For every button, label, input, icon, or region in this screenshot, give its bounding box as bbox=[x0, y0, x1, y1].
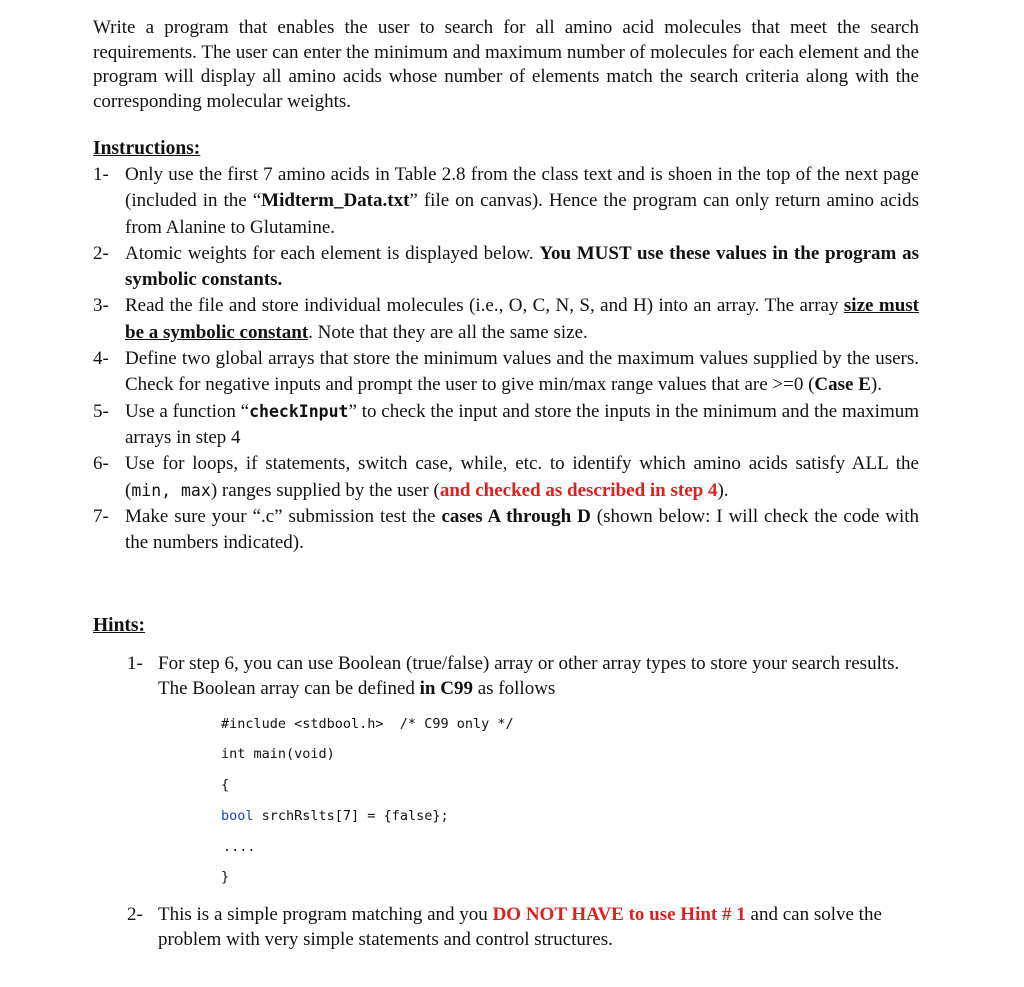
hint-item: 1- For step 6, you can use Boolean (true/false) array or other array types to store your search results. The Boolean array can be defined in C99 as follows bbox=[127, 653, 900, 699]
code-line-main: int main(void) bbox=[221, 746, 335, 762]
code-keyword-bool: bool bbox=[221, 808, 254, 824]
instruction-item: 7- Make sure your “.c” submission test the cases A through D (shown below: I will check the code with the numbers indicated). bbox=[93, 505, 920, 554]
instruction-item: 3- Read the file and store individual molecules (i.e., O, C, N, S, and H) into an array. The array size must be a symbolic constant. Note that they are all the same size. bbox=[93, 295, 919, 343]
code-line-bool: bool srchRslts[7] = {false}; bbox=[221, 808, 449, 824]
instruction-item: 6- Use for loops, if statements, switch case, while, etc. to identify which amino acids satisfy ALL the (min, max) ranges supplied by the user (and checked as described in step 4). bbox=[93, 453, 919, 501]
code-line-ellipsis: .... bbox=[223, 839, 256, 855]
instructions-heading: Instructions: bbox=[93, 138, 201, 159]
code-line-close-brace: } bbox=[221, 869, 230, 885]
intro-paragraph: Write a program that enables the user to search for all amino acid molecules that meet the search requirements. The user can enter the minimum and maximum number of molecules for each element and the program will display all amino acids whose number of elements match the search criteria along with the corresponding molecular weights. bbox=[93, 17, 919, 112]
hint-item-1 bbox=[127, 651, 919, 701]
hints-heading: Hints: bbox=[93, 615, 146, 636]
instruction-item: 5- Use a function “checkInput” to check the input and store the inputs in the minimum and the maximum arrays in step 4 bbox=[93, 400, 920, 448]
code-line-include: #include <stdbool.h> /* C99 only */ bbox=[221, 716, 514, 732]
instruction-item: 1- Only use the first 7 amino acids in Table 2.8 from the class text and is shoen in the top of the next page (included in the “Midterm_Data.txt” file on canvas). Hence the program can only return amino acids from Alanine to Glutamine. bbox=[93, 164, 919, 238]
hint-item: 2- This is a simple program matching and you DO NOT HAVE to use Hint # 1 and can solve the problem with very simple statements and control structures. bbox=[127, 904, 882, 950]
instructions-list bbox=[93, 162, 919, 556]
instruction-item: 4- Define two global arrays that store the minimum values and the maximum values supplied by the users. Check for negative inputs and prompt the user to give min/max range values that are >=0 (Case E). bbox=[93, 348, 919, 396]
hint-item-2 bbox=[127, 902, 919, 952]
code-line-open-brace: { bbox=[221, 777, 230, 793]
instruction-item: 2- Atomic weights for each element is displayed below. You MUST use these values in the program as symbolic constants. bbox=[93, 242, 919, 291]
